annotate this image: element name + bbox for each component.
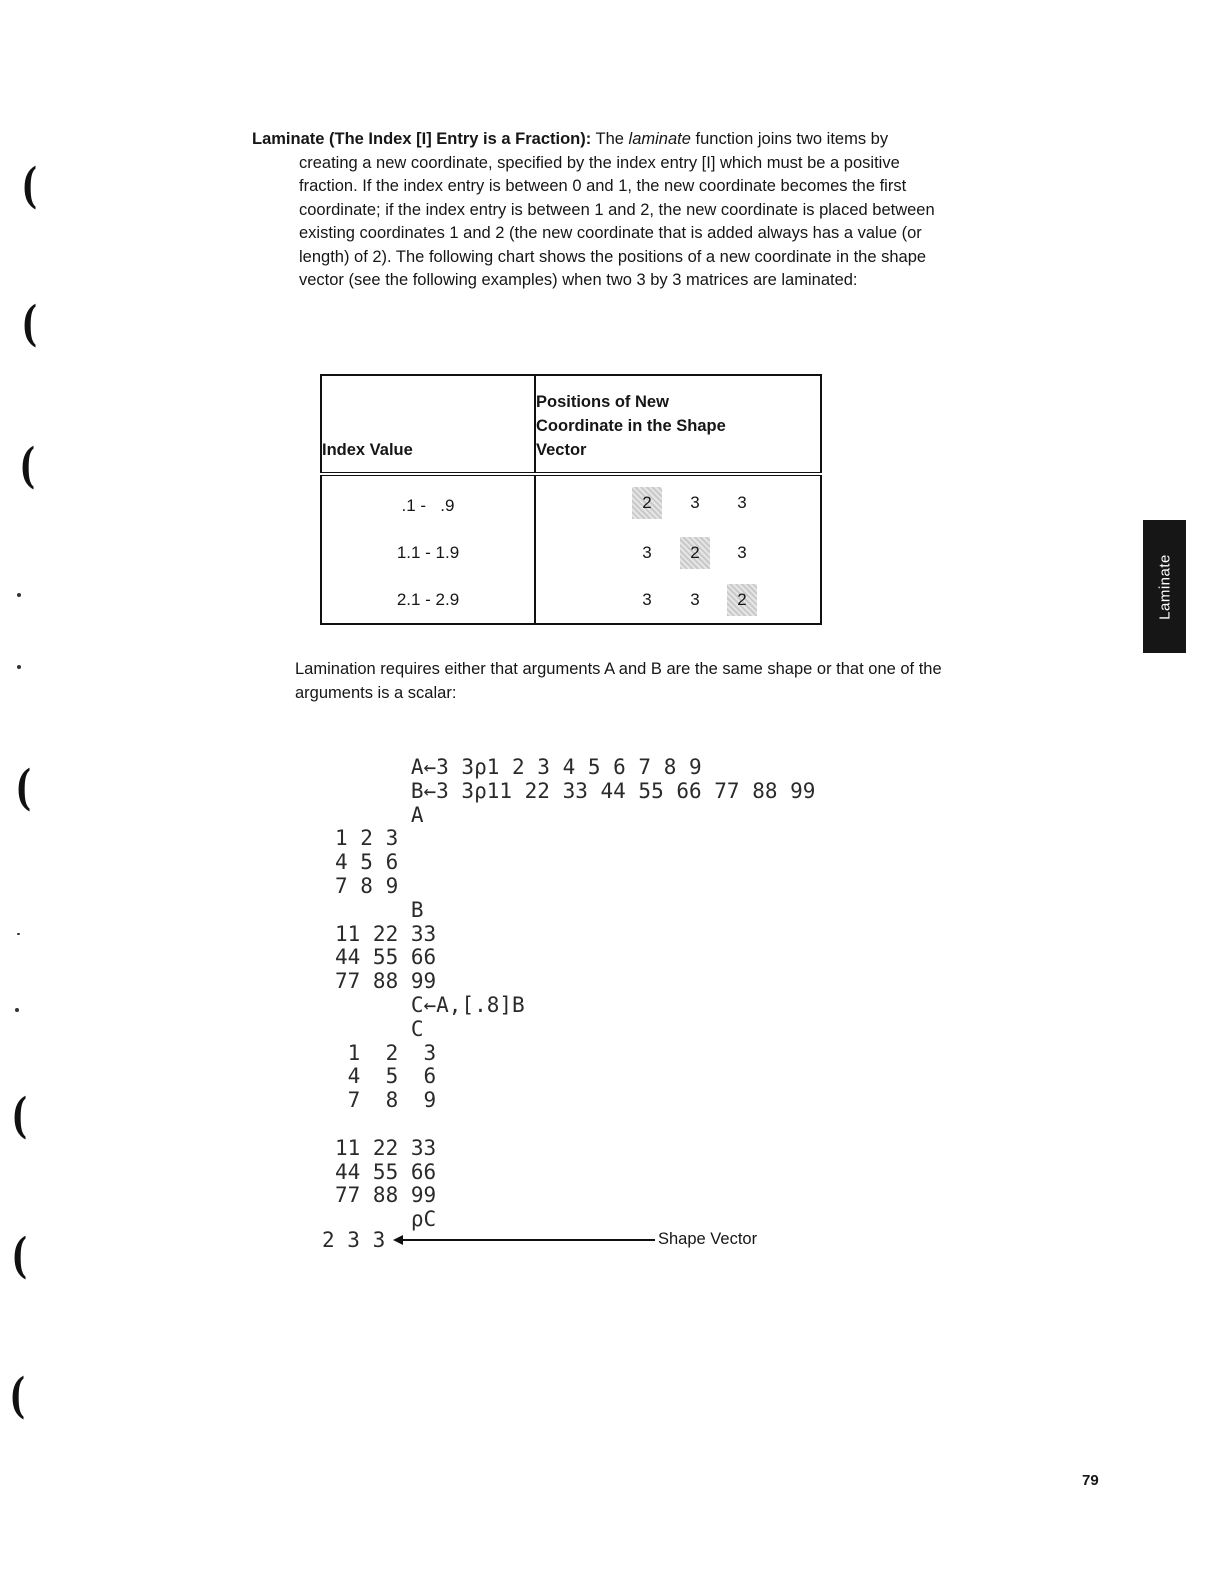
margin-mark: ( bbox=[21, 158, 38, 214]
margin-dot bbox=[17, 933, 20, 935]
section-side-tab bbox=[1143, 520, 1186, 653]
margin-dot bbox=[15, 1008, 19, 1012]
code-line: 77 88 99 bbox=[335, 969, 437, 994]
index-range: .1 - .9 bbox=[321, 474, 535, 529]
lamination-note: Lamination requires either that arguments A and B are the same shape or that one of the arguments is a scalar: bbox=[295, 660, 942, 702]
position-cell: 3 bbox=[690, 589, 700, 609]
code-line: B←3 3ρ11 22 33 44 55 66 77 88 99 bbox=[335, 778, 816, 803]
position-cell: 3 bbox=[690, 492, 700, 512]
chart-header-row bbox=[321, 375, 821, 474]
margin-dot bbox=[17, 593, 21, 597]
intro-body: creating a new coordinate, specified by the index entry [I] which must be a positive fraction. If the index entry is between 0 and 1, the new coordinate becomes the first coordinate; if the index entry is between 1 and 2, the new coordinate is placed between existing coordinates 1 and 2 (the new coordinate that is added always has a value (or length) of 2). The following chart shows the positions of a new coordinate in the shape vector (see the following examples) when two 3 by 3 matrices are laminated: bbox=[299, 153, 935, 289]
code-line: A←3 3ρ1 2 3 4 5 6 7 8 9 bbox=[335, 755, 702, 779]
laminate-term: laminate bbox=[628, 130, 691, 148]
chart-row bbox=[321, 474, 821, 529]
position-cells bbox=[536, 536, 820, 570]
margin-mark: ( bbox=[21, 296, 38, 352]
position-cell: 3 bbox=[642, 589, 652, 609]
index-range: 2.1 - 2.9 bbox=[321, 576, 535, 624]
position-cell: 2 bbox=[680, 537, 710, 569]
code-line: 44 55 66 bbox=[335, 945, 437, 970]
side-tab-label: Laminate bbox=[1156, 553, 1173, 620]
code-line: ρC bbox=[335, 1207, 437, 1232]
code-line: 44 55 66 bbox=[335, 1159, 437, 1184]
position-cells bbox=[536, 583, 820, 617]
chart-row bbox=[321, 576, 821, 624]
intro-paragraph bbox=[252, 128, 952, 293]
code-line bbox=[335, 1113, 815, 1137]
code-line: B bbox=[335, 897, 424, 922]
code-line: 4 5 6 bbox=[335, 1064, 437, 1089]
margin-mark: ( bbox=[11, 1088, 28, 1144]
index-range: 1.1 - 1.9 bbox=[321, 529, 535, 576]
code-line: 11 22 33 bbox=[335, 1135, 437, 1160]
shape-vector-result: 2 3 3 bbox=[322, 1228, 386, 1252]
margin-mark: ( bbox=[11, 1228, 28, 1284]
code-line: A bbox=[335, 802, 424, 827]
intro-lead: The bbox=[595, 130, 624, 148]
code-line: C←A,[.8]B bbox=[335, 992, 525, 1017]
section-heading: Laminate (The Index [I] Entry is a Fraction): bbox=[252, 130, 592, 148]
code-line: 1 2 3 bbox=[335, 826, 399, 851]
shape-vector-label: Shape Vector bbox=[658, 1230, 758, 1248]
code-line: C bbox=[335, 1016, 424, 1041]
code-line: 77 88 99 bbox=[335, 1183, 437, 1208]
positions-header: Positions of New Coordinate in the Shape Vector bbox=[535, 375, 821, 474]
margin-mark: ( bbox=[9, 1368, 26, 1424]
margin-dot bbox=[17, 665, 21, 669]
code-line: 7 8 9 bbox=[335, 873, 399, 898]
apl-code-listing bbox=[335, 756, 815, 1232]
arrow-line bbox=[397, 1239, 655, 1241]
code-line: 4 5 6 bbox=[335, 850, 399, 875]
intro-first-line: function joins two items by bbox=[695, 130, 889, 148]
position-cell: 3 bbox=[737, 542, 747, 562]
position-cell: 2 bbox=[632, 487, 662, 519]
margin-mark: ( bbox=[15, 760, 32, 816]
code-line: 1 2 3 bbox=[335, 1040, 437, 1065]
index-value-header: Index Value bbox=[321, 375, 535, 474]
code-line: 11 22 33 bbox=[335, 921, 437, 946]
position-cell: 2 bbox=[727, 584, 757, 616]
position-cell: 3 bbox=[737, 492, 747, 512]
position-cells bbox=[536, 486, 820, 520]
chart-row bbox=[321, 529, 821, 576]
page-number: 79 bbox=[1082, 1472, 1099, 1489]
position-cell: 3 bbox=[642, 542, 652, 562]
code-line: 7 8 9 bbox=[335, 1088, 437, 1113]
margin-mark: ( bbox=[19, 438, 36, 494]
position-chart bbox=[320, 374, 822, 625]
